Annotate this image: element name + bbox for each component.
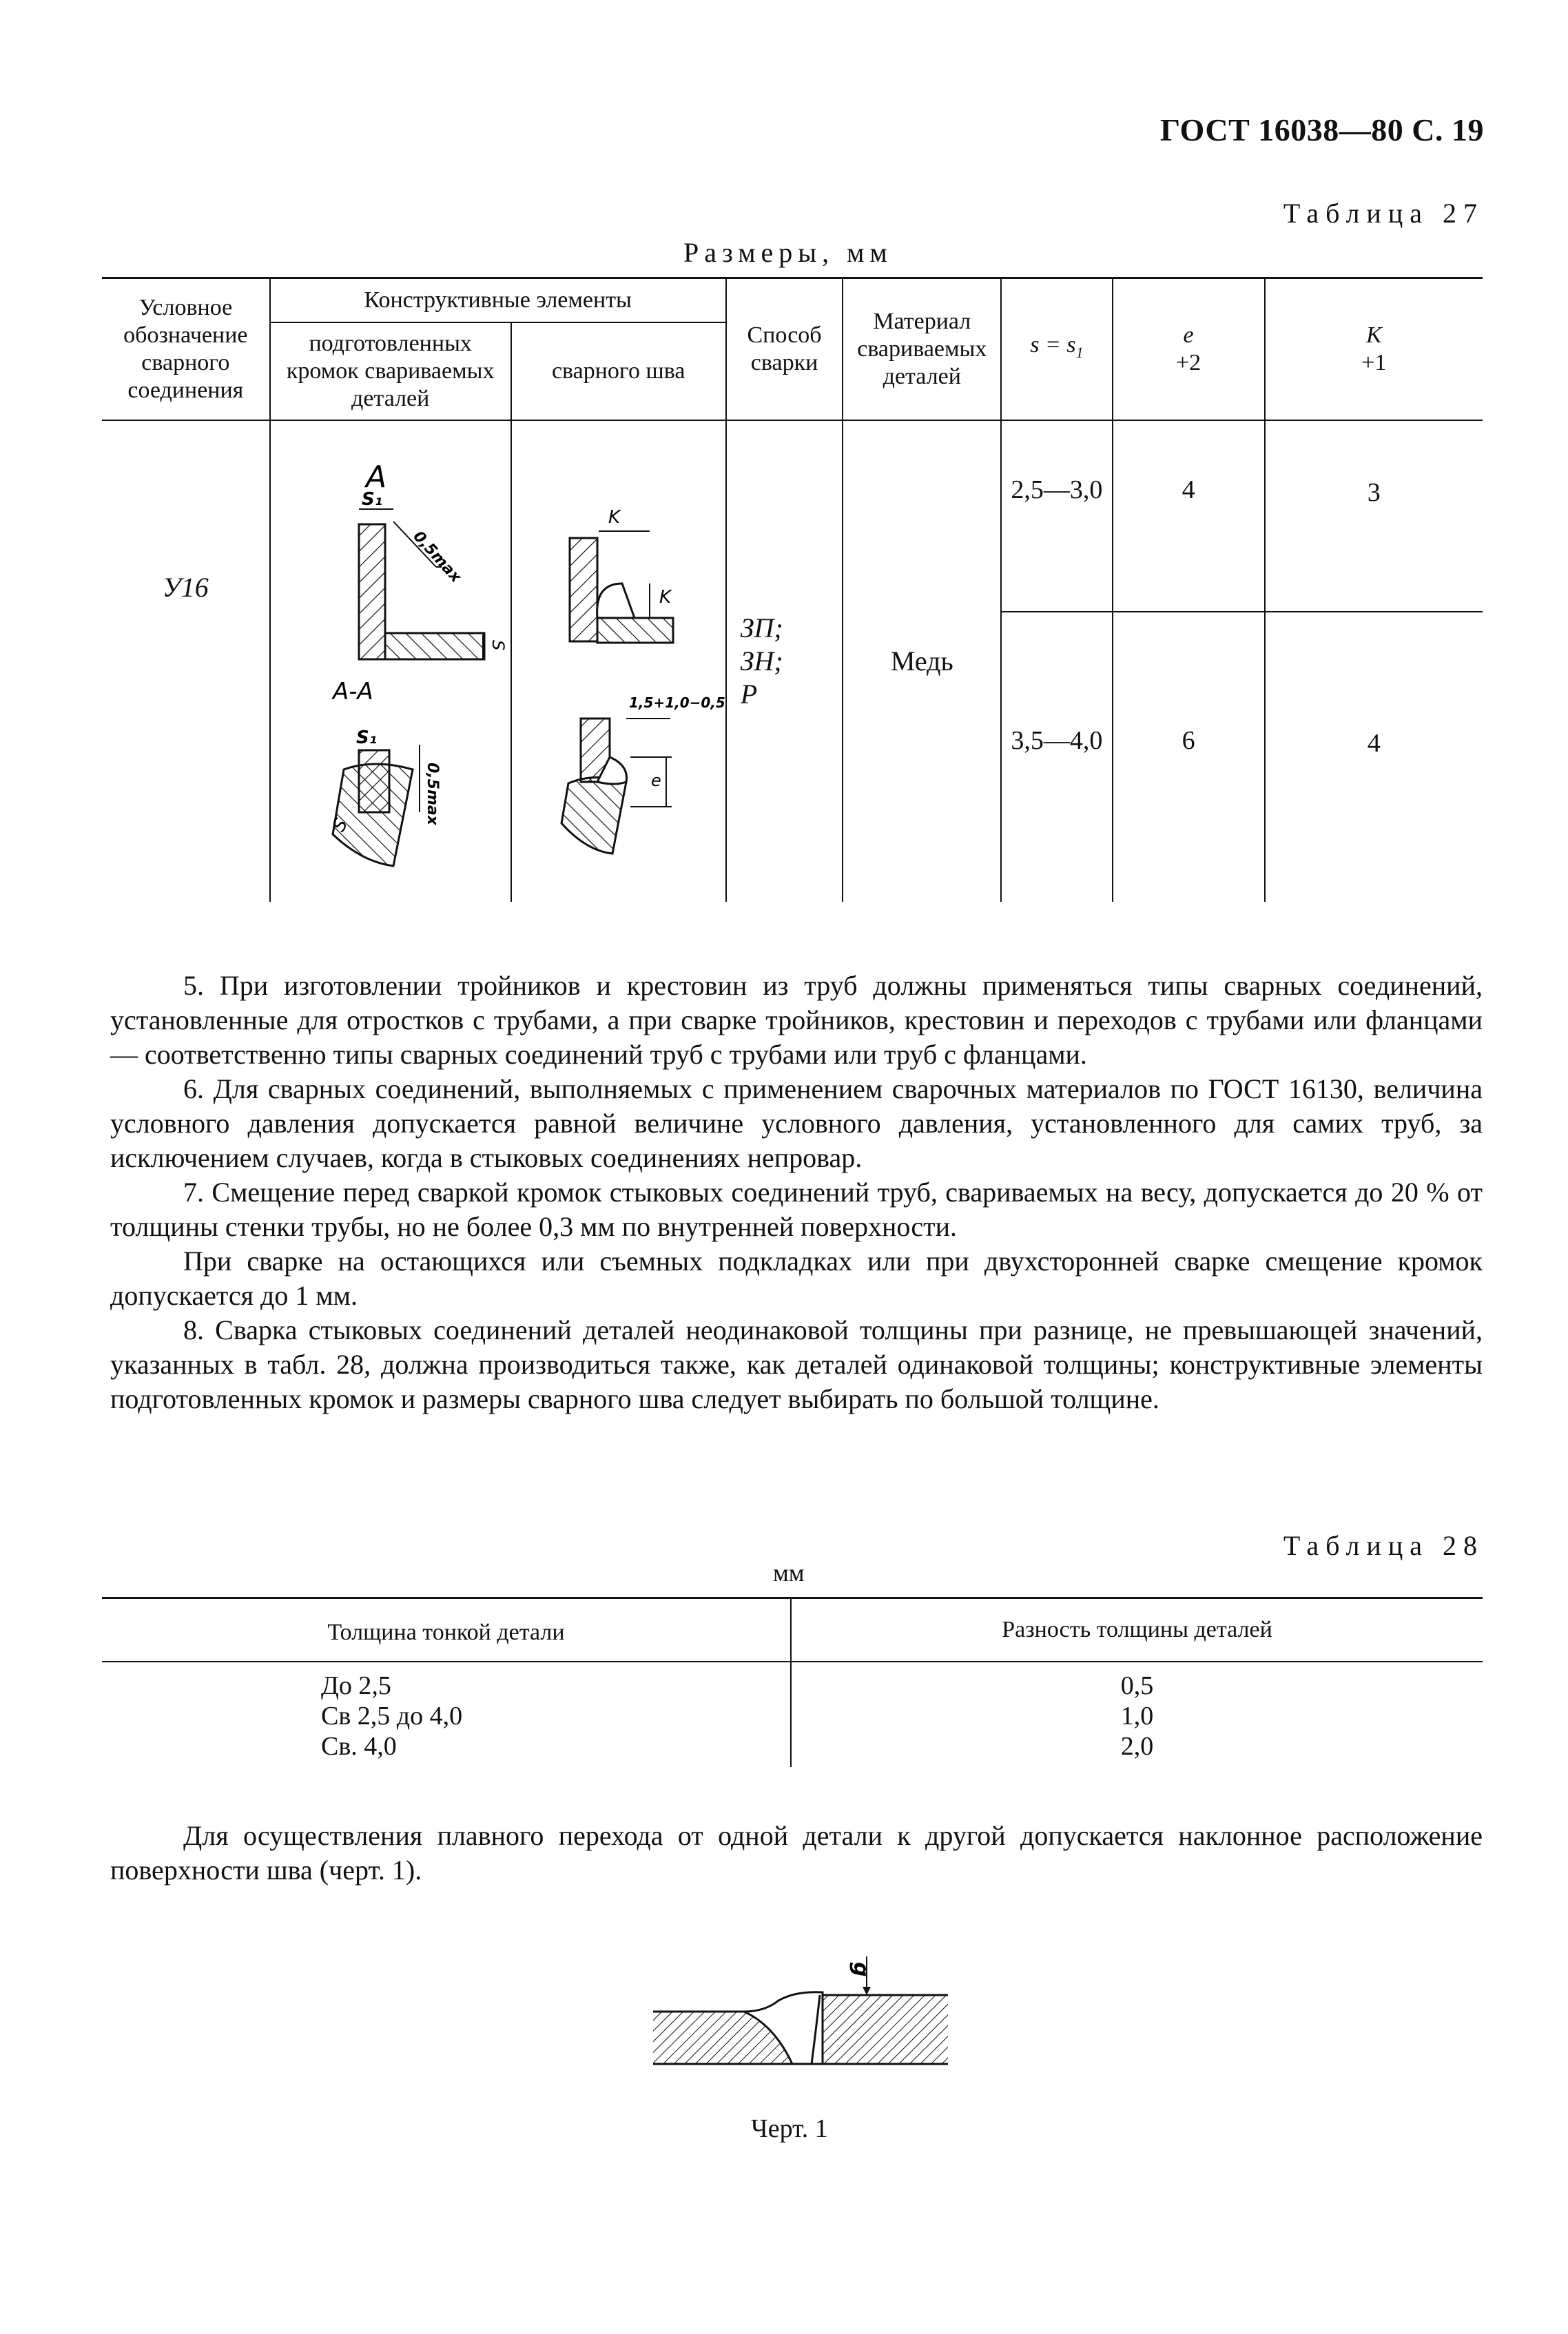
t28-diff-cell: 0,5 1,0 2,0 xyxy=(1120,1671,1154,1761)
table-28 xyxy=(102,1597,1483,1767)
row-e-2: 6 xyxy=(1113,612,1265,902)
row-method: ЗП; ЗН; Р xyxy=(726,420,843,902)
row-s-1: 2,5—3,0 xyxy=(1001,420,1112,612)
row-k-2: 4 xyxy=(1367,728,1381,758)
row-e-1: 4 xyxy=(1113,420,1265,612)
page-header: ГОСТ 16038—80 С. 19 xyxy=(1159,112,1484,147)
col-construct: Конструктивные элементы xyxy=(270,278,726,322)
col-k: K +1 xyxy=(1265,278,1483,420)
t28-col-thin: Толщина тонкой детали xyxy=(102,1598,791,1662)
tol-label: 1,5+1,0−0,5 xyxy=(628,694,725,711)
section-label: А-А xyxy=(332,677,373,705)
row-material: Медь xyxy=(843,420,1001,902)
paragraph-7b: При сварке на остающихся или съемных подкладках или при двухсторонней сварке смещение кромок допускается до 1 мм. xyxy=(110,1246,1483,1311)
paragraph-7: 7. Смещение перед сваркой кромок стыковых соединений труб, свариваемых на весу, допускается до 20 % от толщины стенки трубы, но не более 0,3 мм по внутренней поверхности. xyxy=(110,1177,1483,1242)
s1-label: S₁ xyxy=(361,488,382,510)
table27-caption: Размеры, мм xyxy=(683,237,893,268)
s-label-2: S xyxy=(328,814,353,835)
figure-1 xyxy=(648,1929,964,2094)
table28-caption: мм xyxy=(773,1559,805,1587)
k-label-2: K xyxy=(659,586,671,608)
t28-thin-cell: До 2,5 Св 2,5 до 4,0 Св. 4,0 xyxy=(102,1662,791,1767)
final-paragraph: Для осуществления плавного перехода от одной детали к другой допускается наклонное расположение поверхности шва (черт. 1). xyxy=(110,1820,1483,1886)
col-prepared: подготовленных кромок свариваемых деталей xyxy=(270,322,511,420)
col-e: e +2 xyxy=(1113,278,1265,420)
e-label: e xyxy=(650,770,661,790)
weld-drawing xyxy=(511,420,726,902)
row-s-2: 3,5—4,0 xyxy=(1001,612,1112,902)
col-weld: сварного шва xyxy=(511,322,726,420)
paragraph-5: 5. При изготовлении тройников и крестовин из труб должны применяться типы сварных соединений, установленные для отростков с трубами, а при сварке тройников, крестовин и переходов с трубами или фланцами — соответственно типы сварных соединений труб с трубами или труб с фланцами. xyxy=(110,970,1483,1070)
body-paragraphs xyxy=(110,969,1483,1416)
col-method: Способ сварки xyxy=(726,278,843,420)
gap-label-1: 0,5max xyxy=(409,527,464,586)
paragraph-8: 8. Сварка стыковых соединений деталей неодинаковой толщины при разнице, не превышающей значений, указанных в табл. 28, должна производиться также, как деталей одинаковой толщины; конструктивные элементы подготовленных кромок и размеры сварного шва следует выбирать по большой толщине. xyxy=(110,1314,1483,1414)
k-label: K xyxy=(608,506,620,528)
row-designation: У16 xyxy=(102,420,270,902)
prepared-edges-svg xyxy=(271,421,510,902)
s1-label-2: S₁ xyxy=(355,727,377,748)
s-label-1: S xyxy=(488,639,508,650)
t28-col-diff: Разность толщины деталей xyxy=(791,1598,1483,1662)
table28-label: Таблица 28 xyxy=(1283,1530,1484,1561)
figure-caption: Черт. 1 xyxy=(751,2114,828,2143)
gap-label-2: 0,5max xyxy=(423,762,441,825)
weld-svg xyxy=(512,421,725,902)
row-k-1: 3 xyxy=(1265,420,1483,612)
prepared-edges-drawing xyxy=(270,420,511,902)
col-s: $s = s_1$ xyxy=(1001,278,1112,420)
g-label: g xyxy=(849,1962,873,1977)
col-material: Материал свариваемых деталей xyxy=(843,278,1001,420)
paragraph-6: 6. Для сварных соединений, выполняемых с применением сварочных материалов по ГОСТ 16130, величина условного давления допускается равной величине условного давления, установленного для самих труб, за исключением случаев, когда в стыковых соединениях непровар. xyxy=(110,1073,1483,1173)
col-designation: Условное обозначение сварного соединения xyxy=(102,278,270,420)
view-a-label: А xyxy=(365,459,386,495)
table-27 xyxy=(102,277,1483,902)
table27-label: Таблица 27 xyxy=(1283,198,1484,229)
